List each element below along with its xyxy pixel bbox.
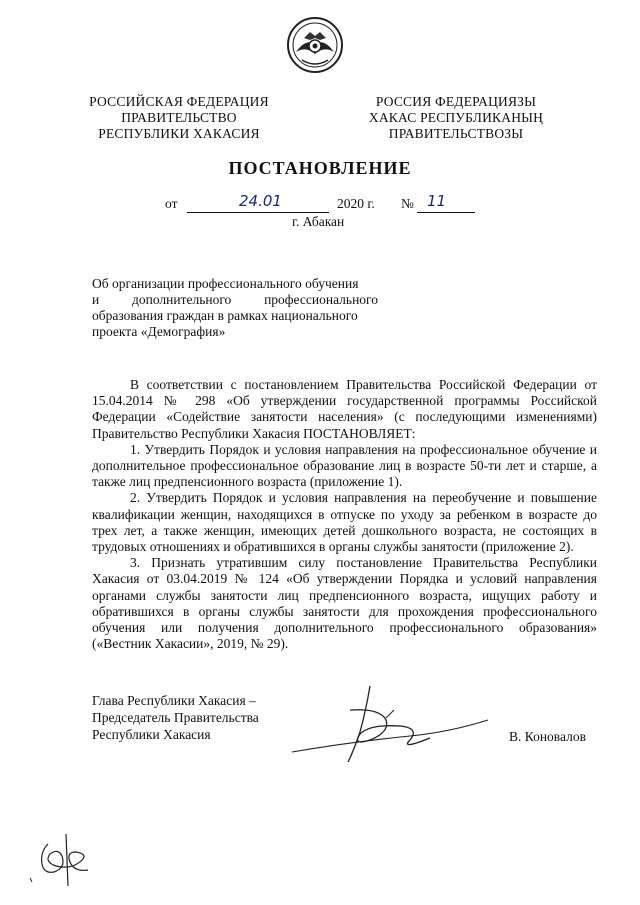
header-left-line: ПРАВИТЕЛЬСТВО [121,110,237,125]
header-right-line: ХАКАС РЕСПУБЛИКАНЫҢ [368,110,544,125]
body-paragraph: В соответствии с постановлением Правительства Российской Федерации от 15.04.2014 № 298 «Об утверждении государственной программы Российской Федерации «Содействие занятости населения» (с последующими изменениями) Правительство Республики Хакасия ПОСТАНОВЛЯЕТ: [92,377,597,441]
header-right-block [356,94,556,142]
header-left-line: РЕСПУБЛИКИ ХАКАСИЯ [98,126,260,141]
from-label: от [165,196,178,211]
year-label: 2020 г. [337,196,375,211]
number-label: № [401,196,414,211]
subject-line: и дополнительного профессионального [92,292,378,307]
body-paragraph: 1. Утвердить Порядок и условия направления на профессиональное обучение и дополнительное профессиональное образование лиц в возрасте 50-ти лет и старше, а также лиц предпенсионного возраста (приложение 1). [92,441,597,490]
body-paragraph: 2. Утвердить Порядок и условия направления на переобучение и повышение квалификации женщин, находящихся в отпуске по уходу за ребенком в возрасте до трех лет, а также женщин, имеющих детей дошкольного возраста, не состоящих в трудовых отношениях и обратившихся в органы службы занятости (приложение 2). [92,490,597,555]
signatory-position-line: Председатель Правительства [92,710,259,725]
body-paragraph: 3. Признать утратившим силу постановление Правительства Республики Хакасия от 03.04.2019 № 124 «Об утверждении Порядка и условий направления органами службы занятости лиц предпенсионного возраста, ищущих работу и обратившихся в органы службы занятости для прохождения профессионального обучения или получения дополнительного профессионального образования» («Вестник Хакасии», 2019, № 29). [92,555,597,652]
document-title: ПОСТАНОВЛЕНИЕ [228,158,412,178]
subject-line: проекта «Демография» [92,324,226,339]
header-left-line: РОССИЙСКАЯ ФЕДЕРАЦИЯ [89,94,269,109]
date-handwritten: 24.01 [239,192,282,210]
coat-of-arms-emblem [286,16,344,74]
number-underline [417,212,475,213]
signatory-name: В. Коновалов [509,729,586,744]
handwritten-initials [26,830,106,890]
city-label: г. Абакан [292,214,345,229]
header-right-line: ПРАВИТЕЛЬСТВОЗЫ [388,126,524,141]
subject-line: образования граждан в рамках национального [92,308,358,323]
subject-line: Об организации профессионального обучения [92,276,359,291]
header-left-block [84,94,274,142]
document-body [92,377,597,652]
date-underline [187,212,329,213]
number-handwritten: 11 [427,192,447,210]
signatory-position-line: Республики Хакасия [92,727,211,742]
subject-block [92,276,378,340]
handwritten-signature [290,680,490,770]
header-right-line: РОССИЯ ФЕДЕРАЦИЯЗЫ [375,94,537,109]
signatory-position-line: Глава Республики Хакасия – [92,693,256,708]
signatory-position [92,692,259,743]
